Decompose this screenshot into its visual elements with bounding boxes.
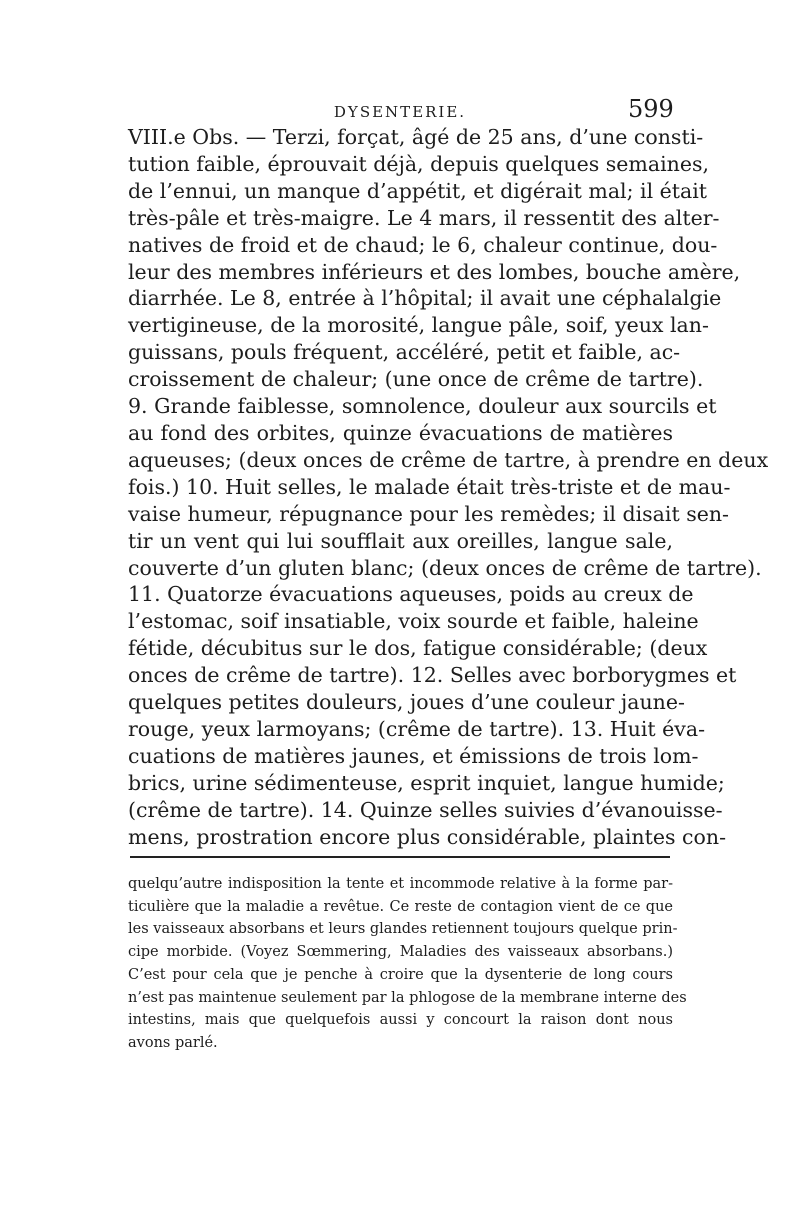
running-title: DYSENTERIE. [333,103,467,121]
body-line: cuations de matières jaunes, et émissions de trois lom- [128,743,699,768]
body-line: brics, urine sédimenteuse, esprit inquiet, langue humide; [128,770,725,795]
body-line: aqueuses; (deux onces de crême de tartre, à prendre en deux [128,447,769,472]
body-line: quelques petites douleurs, joues d’une couleur jaune- [128,690,685,715]
body-line: VIII.e Obs. — Terzi, forçat, âgé de 25 ans, d’une consti- [128,125,704,149]
footnote-line: cipe morbide. (Voyez Sœmmering, Maladies des vaisseaux absorbans.) [128,944,673,961]
body-line: onces de crême de tartre). 12. Selles avec borborygmes et [128,663,737,688]
footnote-line: quelqu’autre indisposition la tente et incommode relative à la forme par- [128,876,673,892]
body-line: croissement de chaleur; (une once de crême de tartre). [128,367,704,392]
footnote-separator [130,856,670,858]
body-line: leur des membres inférieurs et des lombes, bouche amère, [128,259,741,284]
body-line: vertigineuse, de la morosité, langue pâle, soif, yeux lan- [128,313,709,338]
body-line: mens, prostration encore plus considérable, plaintes con- [128,824,726,849]
body-line: diarrhée. Le 8, entrée à l’hôpital; il avait une céphalalgie [128,286,722,311]
footnote-line: les vaisseaux absorbans et leurs glandes retiennent toujours quelque prin- [128,921,678,938]
body-line: de l’ennui, un manque d’appétit, et digérait mal; il était [128,178,708,203]
body-line: tir un vent qui lui soufflait aux oreilles, langue sale, [128,528,673,553]
body-line: 11. Quatorze évacuations aqueuses, poids au creux de [128,582,694,607]
body-line: fétide, décubitus sur le dos, fatigue considérable; (deux [128,636,708,661]
body-line: au fond des orbites, quinze évacuations de matières [128,420,673,445]
body-line: vaise humeur, répugnance pour les remèdes; il disait sen- [128,501,729,526]
footnote-line: n’est pas maintenue seulement par la phlogose de la membrane interne des [128,989,687,1006]
footnote-line: C’est pour cela que je penche à croire que la dysenterie de long cours [128,966,673,983]
body-line: tution faible, éprouvait déjà, depuis quelques semaines, [128,151,710,176]
body-text [128,124,769,850]
footnote-line: ticulière que la maladie a revêtue. Ce reste de contagion vient de ce que [128,898,673,915]
body-line: guissans, pouls fréquent, accéléré, petit et faible, ac- [128,340,681,365]
body-line: (crême de tartre). 14. Quinze selles suivies d’évanouisse- [128,797,723,822]
page-number: 599 [628,95,674,123]
footnote [128,873,687,1055]
body-line: l’estomac, soif insatiable, voix sourde et faible, haleine [128,609,699,634]
footnote-line: avons parlé. [128,1034,218,1051]
body-line: très-pâle et très-maigre. Le 4 mars, il ressentit des alter- [128,205,720,230]
body-line: couverte d’un gluten blanc; (deux onces de crême de tartre). [128,555,762,580]
body-line: 9. Grande faiblesse, somnolence, douleur aux sourcils et [128,394,717,419]
body-line: rouge, yeux larmoyans; (crême de tartre). 13. Huit éva- [128,716,706,741]
body-line: natives de froid et de chaud; le 6, chaleur continue, dou- [128,232,718,257]
body-line: fois.) 10. Huit selles, le malade était très-triste et de mau- [128,474,731,499]
footnote-line: intestins, mais que quelquefois aussi y concourt la raison dont nous [128,1012,673,1029]
